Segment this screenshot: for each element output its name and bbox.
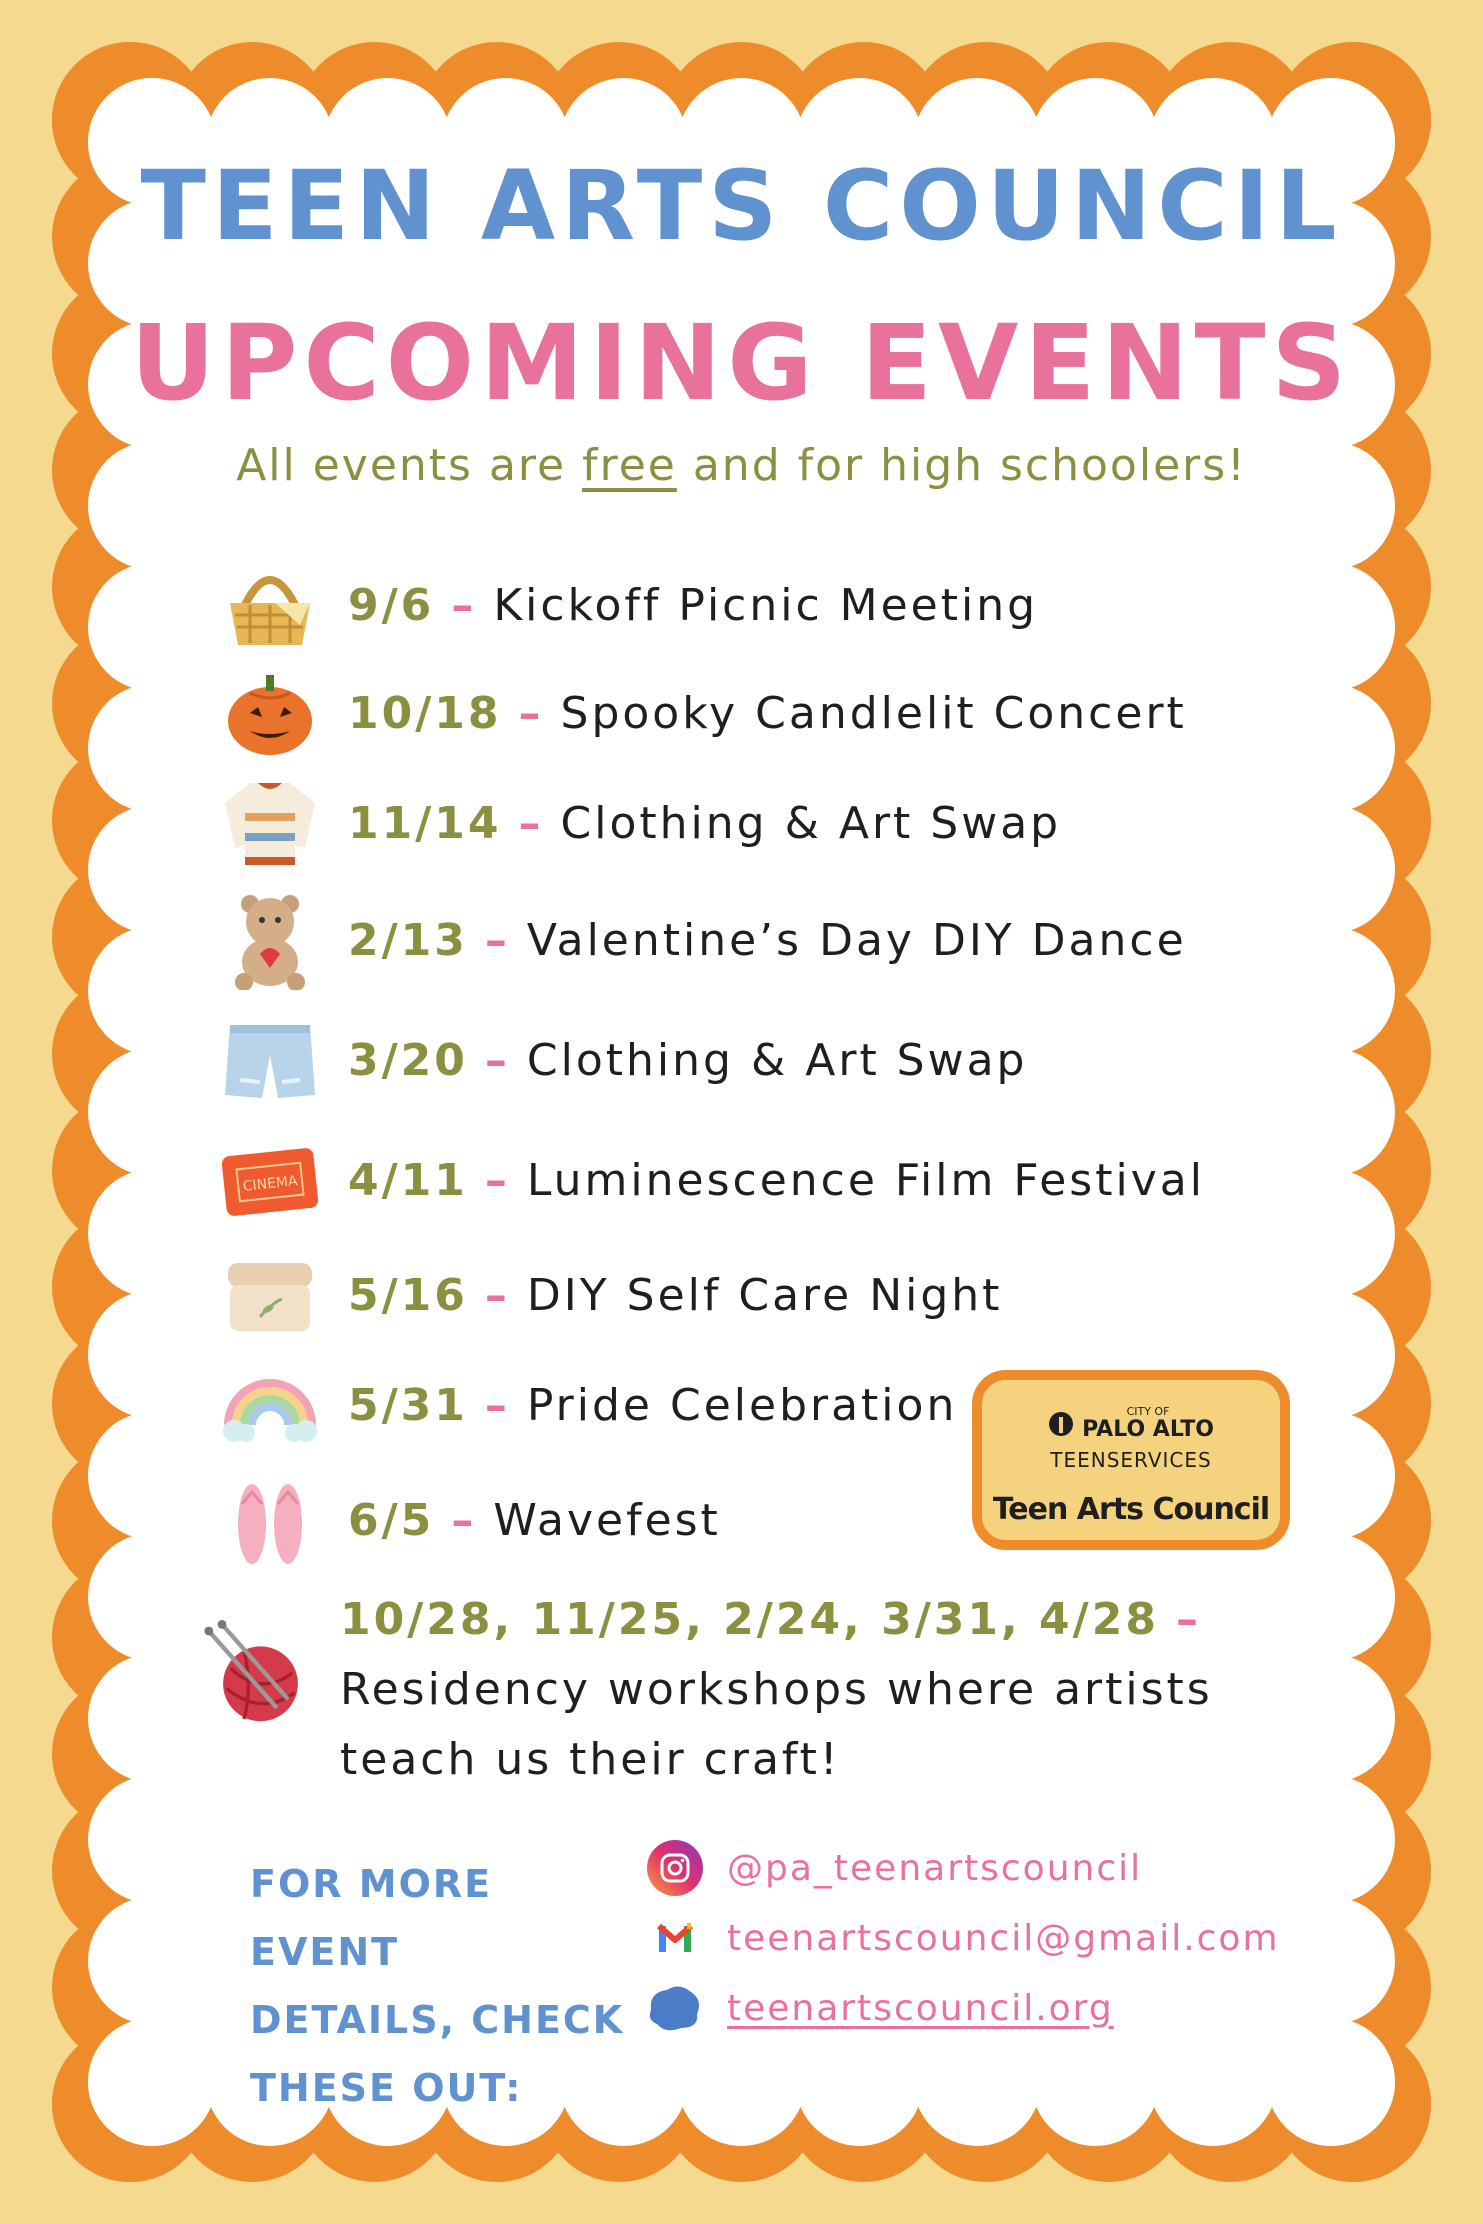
dash: – [484,914,510,966]
event-name: Luminescence Film Festival [526,1154,1205,1206]
email-address[interactable]: teenartscouncil@gmail.com [727,1917,1280,1959]
event-row [220,663,1187,763]
yarn-ball-icon [200,1620,310,1730]
event-name: Wavefest [493,1494,721,1546]
dash: – [518,687,544,739]
teen-arts-council-logo-icon [645,1978,705,2038]
subtitle-before: All events are [236,440,583,491]
denim-shorts-icon [220,1010,320,1110]
event-date: 3/20 [348,1034,468,1086]
badge-city [982,1406,1280,1442]
event-name: Clothing & Art Swap [560,797,1062,849]
dash: – [451,1494,477,1546]
title-teen-arts-council: TEEN ARTS COUNCIL [140,150,1343,262]
more-details-line-2: DETAILS, CHECK [250,1998,625,2042]
rainbow-icon [205,1355,335,1455]
more-details-line-3: THESE OUT: [250,2066,523,2110]
svg-text:CINEMA: CINEMA [242,1173,299,1195]
palo-alto-teen-services-badge [972,1370,1290,1550]
subtitle [0,440,1483,491]
subtitle-after: and for high schoolers! [676,440,1247,491]
more-details-line-1: FOR MORE EVENT [250,1862,493,1974]
residency-event [200,1585,1213,1795]
event-date: 5/16 [348,1269,468,1321]
event-row [220,890,1187,990]
event-name: Valentine’s Day DIY Dance [526,914,1187,966]
residency-dates: 10/28, 11/25, 2/24, 3/31, 4/28 [340,1594,1159,1645]
website-contact[interactable] [645,1978,1114,2038]
teddy-bear-icon [220,890,320,990]
sweater-icon [220,773,320,873]
instagram-contact[interactable] [645,1838,1142,1898]
palo-alto-tree-icon [1048,1411,1074,1437]
event-name: Kickoff Picnic Meeting [493,579,1039,631]
event-name: Spooky Candlelit Concert [560,687,1187,739]
dash: – [518,797,544,849]
badge-city-name: PALO ALTO [1082,1417,1214,1442]
event-row [220,555,1038,655]
dash: – [484,1379,510,1431]
title-upcoming-events: UPCOMING EVENTS [130,302,1353,424]
picnic-basket-icon [220,555,320,655]
event-row [220,1355,957,1455]
event-date: 10/18 [348,687,502,739]
pumpkin-icon [220,663,320,763]
event-name: Clothing & Art Swap [526,1034,1028,1086]
flip-flops-icon [220,1470,320,1570]
event-row [220,773,1061,873]
gmail-icon [645,1908,705,1968]
event-date: 9/6 [348,579,435,631]
event-row [220,1245,1002,1345]
event-date: 5/31 [348,1379,468,1431]
event-name: Pride Celebration [526,1379,958,1431]
event-date: 11/14 [348,797,502,849]
event-name: DIY Self Care Night [526,1269,1003,1321]
website-link[interactable]: teenartscouncil.org [727,1987,1114,2029]
cinema-ticket-icon [220,1130,320,1230]
event-row [220,1010,1028,1110]
email-contact[interactable] [645,1908,1280,1968]
cream-jar-icon [220,1245,320,1345]
event-date: 2/13 [348,914,468,966]
badge-council: Teen Arts Council [992,1492,1270,1527]
subtitle-free: free [582,440,677,491]
dash: – [484,1154,510,1206]
residency-line-1: Residency workshops where artists [340,1664,1213,1715]
more-details-note [250,1850,630,2122]
badge-city-small: CITY OF [1126,1405,1170,1418]
event-date: 4/11 [348,1154,468,1206]
instagram-icon [645,1838,705,1898]
instagram-handle[interactable]: @pa_teenartscouncil [727,1847,1143,1889]
dash: – [451,579,477,631]
event-row [220,1130,1205,1230]
residency-line-2: teach us their craft! [340,1734,841,1785]
dash: – [1175,1594,1201,1645]
event-row [220,1470,721,1570]
event-date: 6/5 [348,1494,435,1546]
dash: – [484,1034,510,1086]
dash: – [484,1269,510,1321]
badge-services: TEENSERVICES [1050,1448,1212,1472]
